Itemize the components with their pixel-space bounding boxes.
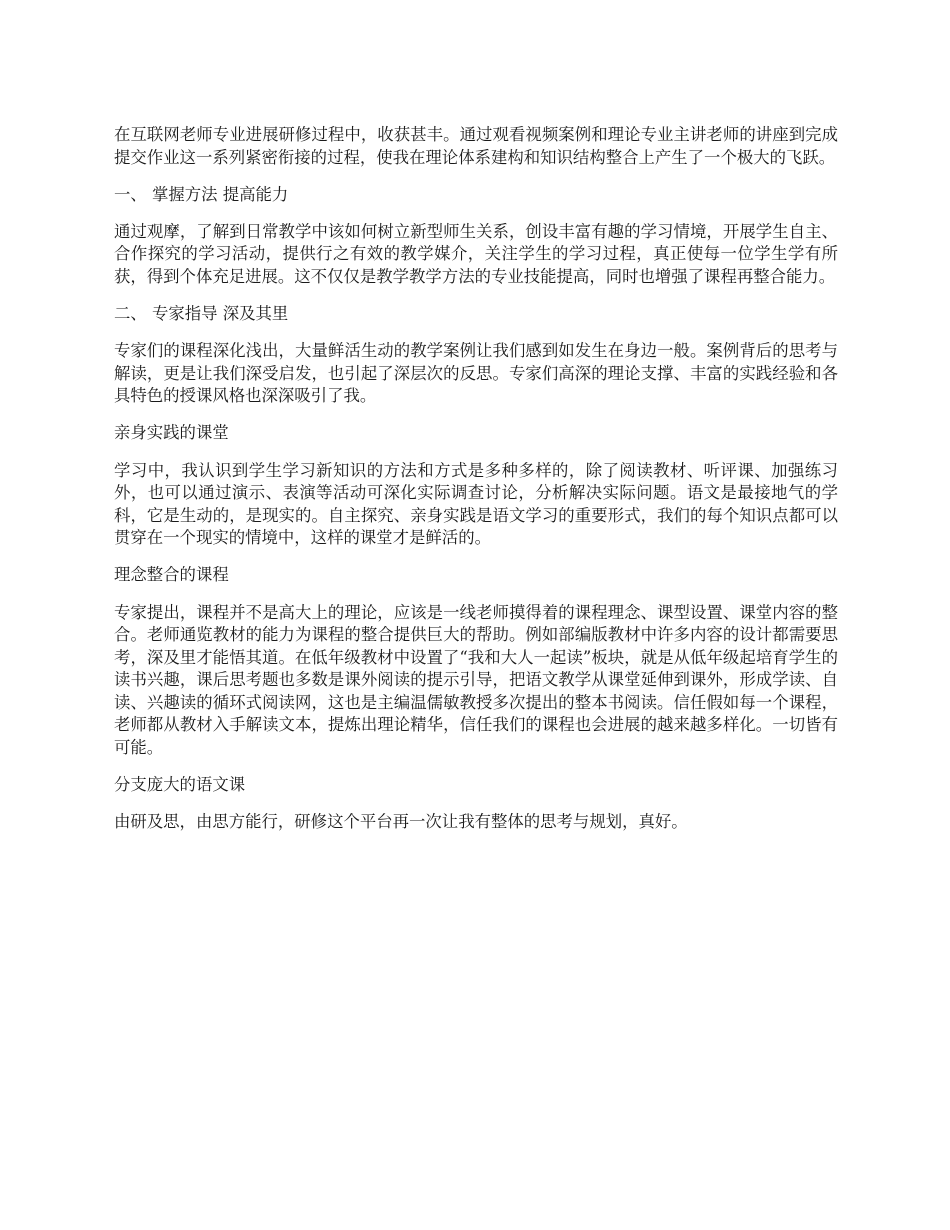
practice-classroom-paragraph: 学习中，我认识到学生学习新知识的方法和方式是多种多样的，除了阅读教材、听评课、加强练习外，也可以通过演示、表演等活动可深化实际调查讨论，分析解决实际问题。语文是最接地气的学科，它是生动的，是现实的。自主探究、亲身实践是语文学习的重要形式，我们的每个知识点都可以贯穿在一个现实的情境中，这样的课堂才是鲜活的。: [114, 460, 838, 548]
section-heading-expert-guidance: 二、 专家指导 深及其里: [114, 304, 289, 324]
methods-paragraph: 通过观摩，了解到日常教学中该如何树立新型师生关系，创设丰富有趣的学习情境，开展学生自主、合作探究的学习活动，提供行之有效的教学媒介，关注学生的学习过程，真正使每一位学生学有所获，得到个体充足进展。这不仅仅是教学教学方法的专业技能提高，同时也增强了课程再整合能力。: [114, 221, 838, 286]
integrated-course-paragraph: 专家提出，课程并不是高大上的理论，应该是一线老师摸得着的课程理念、课型设置、课堂内容的整合。老师通览教材的能力为课程的整合提供巨大的帮助。例如部编版教材中许多内容的设计都需要思考，深及里才能悟其道。在低年级教材中设置了“我和大人一起读”板块，就是从低年级起培育学生的读书兴趣，课后思考题也多数是课外阅读的提示引导，把语文教学从课堂延伸到课外，形成学读、自读、兴趣读的循环式阅读网，这也是主编温儒敏教授多次提出的整本书阅读。信任假如每一个课程，老师都从教材入手解读文本，提炼出理论精华，信任我们的课程也会进展的越来越多样化。一切皆有可能。: [114, 602, 838, 758]
section-heading-chinese-course: 分支庞大的语文课: [114, 775, 246, 795]
expert-guidance-paragraph: 专家们的课程深化浅出，大量鲜活生动的教学案例让我们感到如发生在身边一般。案例背后的思考与解读，更是让我们深受启发，也引起了深层次的反思。专家们高深的理论支撑、丰富的实践经验和各具特色的授课风格也深深吸引了我。: [114, 341, 838, 406]
document-page: [114, 124, 838, 848]
closing-paragraph: 由研及思，由思方能行，研修这个平台再一次让我有整体的思考与规划，真好。: [114, 812, 688, 832]
section-heading-practice-classroom: 亲身实践的课堂: [114, 423, 229, 443]
section-heading-methods: 一、 掌握方法 提高能力: [114, 184, 289, 204]
intro-paragraph: 在互联网老师专业进展研修过程中，收获甚丰。通过观看视频案例和理论专业主讲老师的讲座到完成提交作业这一系列紧密衔接的过程，使我在理论体系建构和知识结构整合上产生了一个极大的飞跃。: [114, 125, 838, 167]
section-heading-integrated-course: 理念整合的课程: [114, 565, 229, 585]
